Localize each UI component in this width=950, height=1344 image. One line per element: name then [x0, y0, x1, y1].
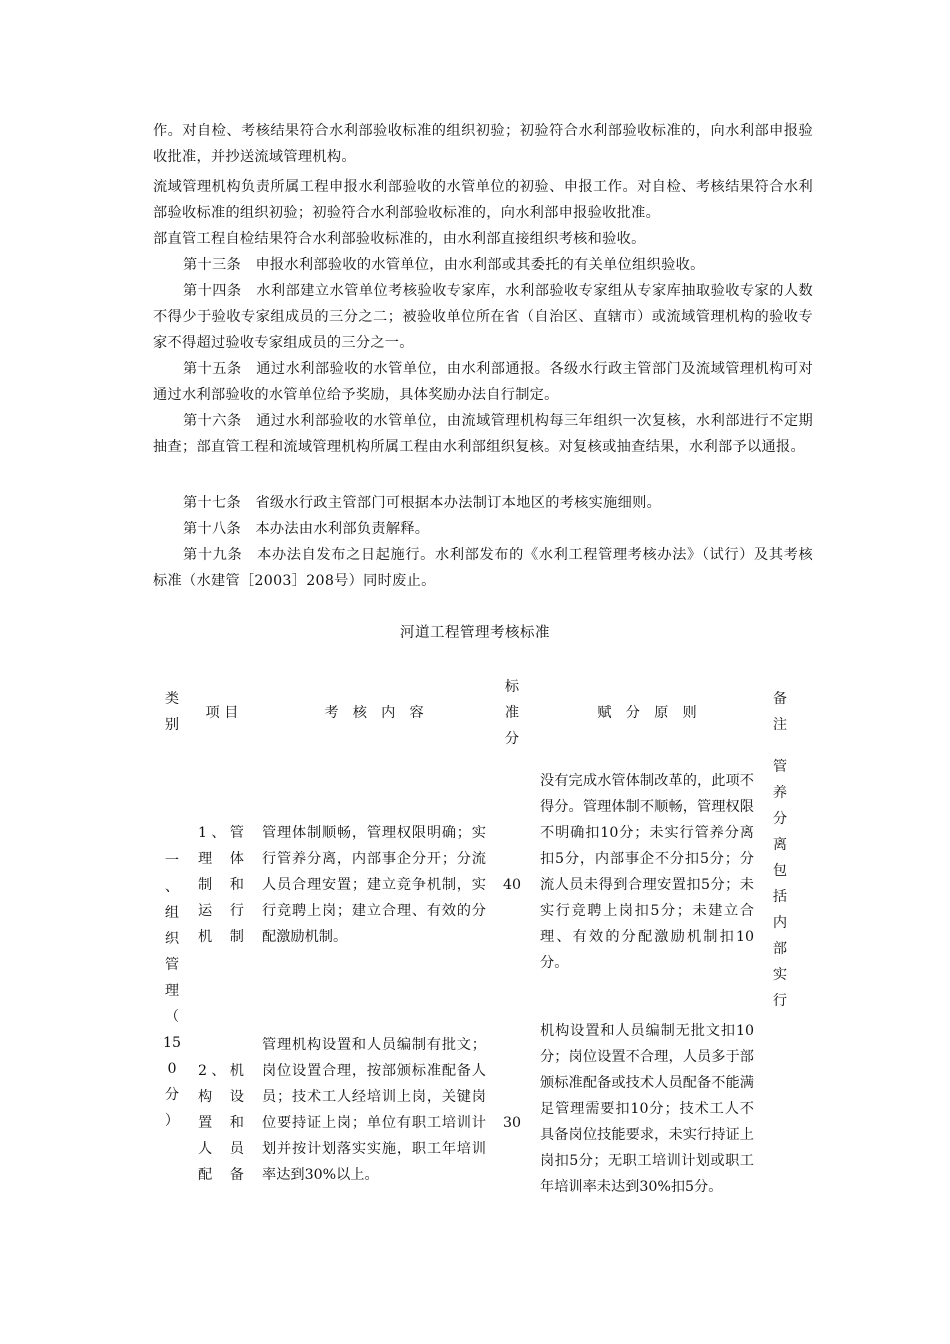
article-16: 第十六条 通过水利部验收的水管单位，由流域管理机构每三年组织一次复核，水利部进行不定期抽查；部直管工程和流域管理机构所属工程由水利部组织复核。对复核或抽查结果，水利部予以通报。 — [153, 413, 813, 455]
article-15: 第十五条 通过水利部验收的水管单位，由水利部通报。各级水行政主管部门及流域管理机构可对通过水利部验收的水管单位给予奖励，具体奖励办法自行制定。 — [153, 361, 813, 403]
header-score: 标 准 分 — [504, 679, 520, 747]
row-1-item: 1、管理体制和运行机制 — [198, 825, 246, 945]
article-13: 第十三条 申报水利部验收的水管单位，由水利部或其委托的有关单位组织验收。 — [183, 257, 705, 273]
row-2-rule: 机构设置和人员编制无批文扣10分；岗位设置不合理，人员多于部颁标准配备或技术人员配备不能满足管理需要扣10分；技术工人不具备岗位技能要求，未实行持证上岗扣5分；无职工培训计划或职工年培训率未达到30%扣5分。 — [540, 1023, 754, 1195]
paragraph-direct-managed: 部直管工程自检结果符合水利部验收标准的，由水利部直接组织考核和验收。 — [153, 231, 646, 247]
header-note: 备 注 — [772, 691, 788, 733]
row-2-content: 管理机构设置和人员编制有批文；岗位设置合理，按部颁标准配备人员；技术工人经培训上岗，关键岗位要持证上岗；单位有职工培训计划并按计划落实实施，职工年培训率达到30%以上。 — [262, 1037, 486, 1183]
row-2-item: 2、机构设置和人员配备 — [198, 1063, 246, 1183]
table-title: 河道工程管理考核标准 — [400, 625, 550, 641]
header-rule: 赋 分 原 则 — [597, 705, 697, 721]
row-1-content: 管理体制顺畅，管理权限明确；实行管养分离，内部事企分开；分流人员合理安置；建立竞争机制，实行竞聘上岗；建立合理、有效的分配激励机制。 — [262, 825, 486, 945]
paragraph-continuation: 作。对自检、考核结果符合水利部验收标准的组织初验；初验符合水利部验收标准的，向水利部申报验收批准，并抄送流域管理机构。 — [153, 123, 813, 165]
row-2-score: 30 — [502, 1115, 522, 1131]
article-18: 第十八条 本办法由水利部负责解释。 — [183, 521, 430, 537]
article-17: 第十七条 省级水行政主管部门可根据本办法制订本地区的考核实施细则。 — [183, 495, 662, 511]
category-cell: 一 、 组 织 管 理 （ 15 0 分 ） — [162, 853, 182, 1129]
article-14: 第十四条 水利部建立水管单位考核验收专家库，水利部验收专家组从专家库抽取验收专家的人数不得少于验收专家组成员的三分之二；被验收单位所在省（自治区、直辖市）或流域管理机构的验收专家不得超过验收专家组成员的三分之一。 — [153, 283, 813, 351]
article-19: 第十九条 本办法自发布之日起施行。水利部发布的《水利工程管理考核办法》（试行）及其考核标准（水建管［2003］208号）同时废止。 — [153, 547, 813, 589]
row-1-score: 40 — [502, 877, 522, 893]
header-item: 项 目 — [205, 705, 239, 721]
header-content: 考 核 内 容 — [324, 705, 424, 721]
note-cell: 管 养 分 离 包 括 内 部 实 行 — [772, 759, 788, 1009]
row-1-rule: 没有完成水管体制改革的，此项不得分。管理体制不顺畅，管理权限不明确扣10分；未实行管养分离扣5分，内部事企不分扣5分；分流人员未得到合理安置扣5分；未实行竞聘上岗扣5分；未建立合理、有效的分配激励机制扣10分。 — [540, 773, 754, 971]
header-category: 类 别 — [164, 691, 180, 733]
paragraph-basin-management: 流域管理机构负责所属工程申报水利部验收的水管单位的初验、申报工作。对自检、考核结果符合水利部验收标准的组织初验；初验符合水利部验收标准的，向水利部申报验收批准。 — [153, 179, 813, 221]
